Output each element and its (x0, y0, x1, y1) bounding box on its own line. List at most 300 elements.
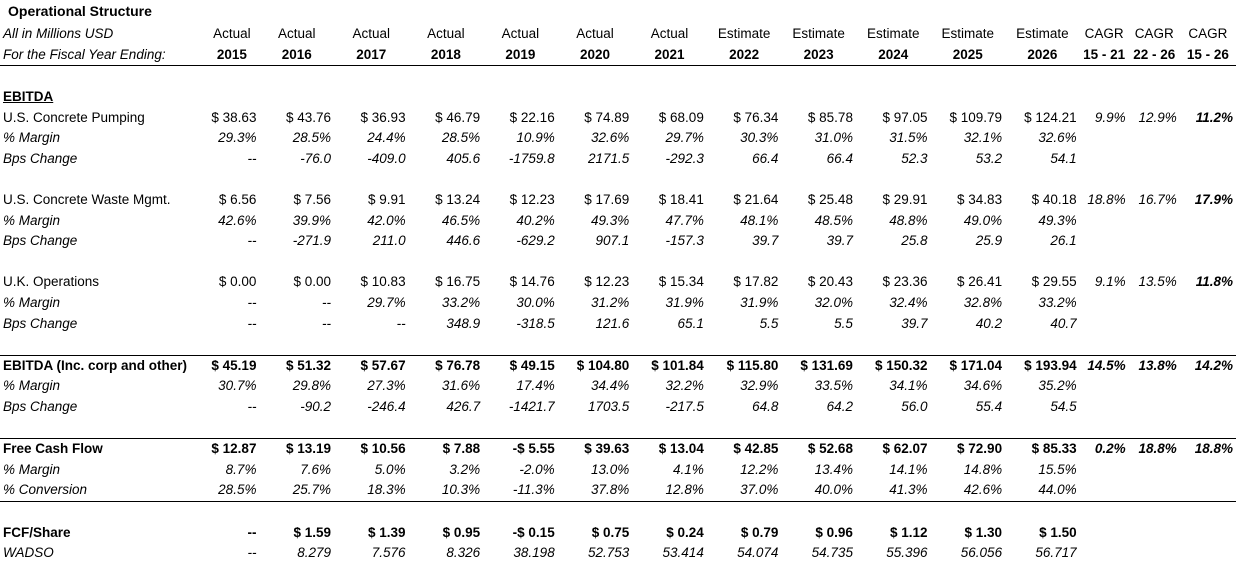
value-cell: 25.7% (292, 482, 332, 498)
value-cell: 30.0% (516, 295, 555, 311)
value-cell: 7.576 (371, 545, 406, 561)
value-cell: 40.2% (516, 212, 555, 228)
value-cell: 64.2 (826, 398, 853, 414)
value-cell: -- (247, 150, 257, 166)
empty-cell (632, 87, 707, 108)
column-year-header: 2025 (931, 45, 1006, 66)
margin-row (0, 128, 1236, 149)
value-cell: 5.0% (374, 461, 406, 477)
value-cell: 46.5% (441, 212, 481, 228)
value-cell: 7.6% (300, 461, 332, 477)
header-label: For the Fiscal Year Ending: (0, 45, 204, 66)
value-cell: 34.6% (963, 378, 1003, 394)
value-cell: 14.1% (889, 461, 928, 477)
value-cell: -90.2 (300, 398, 332, 414)
value-cell: $ 51.32 (259, 355, 334, 376)
row-label: Bps Change (3, 398, 78, 414)
value-cell: $ 150.32 (856, 355, 931, 376)
empty-cell (1129, 252, 1180, 273)
value-cell: 39.7 (752, 233, 779, 249)
column-type-header: Estimate (792, 26, 845, 42)
value-cell: 40.2 (975, 315, 1003, 331)
empty-cell (334, 334, 409, 355)
value-cell: $ 34.83 (957, 192, 1003, 208)
empty-cell (1005, 334, 1080, 355)
empty-cell (259, 252, 334, 273)
cagr-cell: 11.8% (1195, 274, 1233, 290)
value-cell: -- (247, 545, 257, 561)
column-year-header: 2023 (781, 45, 856, 66)
empty-cell (409, 417, 484, 438)
cagr-type-header: CAGR (1188, 26, 1228, 42)
cagr-cell: 13.5% (1138, 274, 1177, 290)
header-row-year (0, 45, 1236, 66)
empty-cell (259, 417, 334, 438)
value-cell: 49.0% (963, 212, 1003, 228)
value-cell: 15.5% (1038, 461, 1077, 477)
value-cell: 31.2% (590, 295, 630, 311)
value-cell: -246.4 (367, 398, 406, 414)
value-cell: 54.735 (811, 545, 853, 561)
value-cell: 39.7 (826, 233, 853, 249)
empty-cell (334, 501, 409, 522)
margin-row (0, 210, 1236, 231)
value-cell: $ 46.79 (435, 109, 481, 125)
spacer-row (0, 501, 1236, 522)
cagr-cell: 17.9% (1194, 192, 1233, 208)
empty-cell (1080, 397, 1129, 418)
empty-cell (1129, 149, 1180, 170)
empty-cell (1080, 231, 1129, 252)
empty-cell (1180, 313, 1236, 334)
empty-cell (1005, 417, 1080, 438)
empty-cell (558, 66, 633, 87)
value-cell: 56.056 (960, 545, 1003, 561)
cagr-cell: 9.1% (1094, 274, 1126, 290)
empty-cell (707, 417, 782, 438)
empty-cell (483, 169, 558, 190)
empty-cell (1129, 501, 1180, 522)
value-cell: 53.2 (975, 150, 1003, 166)
empty-cell (1180, 459, 1236, 480)
value-cell: 39.7 (901, 315, 928, 331)
value-cell: $ 1.30 (964, 524, 1003, 540)
empty-cell (781, 169, 856, 190)
value-cell: 40.7 (1050, 315, 1077, 331)
empty-cell (632, 417, 707, 438)
value-cell: 3.2% (449, 461, 481, 477)
value-cell: 48.5% (814, 212, 853, 228)
value-cell: $ 57.67 (334, 355, 409, 376)
row-label: % Conversion (3, 482, 88, 498)
empty-cell (1080, 293, 1129, 314)
value-cell: 55.4 (975, 398, 1003, 414)
value-cell: 41.3% (889, 482, 928, 498)
empty-cell (0, 501, 204, 522)
row-label: Bps Change (3, 233, 78, 249)
empty-cell (259, 501, 334, 522)
empty-cell (1080, 169, 1129, 190)
empty-cell (856, 169, 931, 190)
value-cell: $ 115.80 (707, 355, 782, 376)
value-cell: $ 0.75 (591, 524, 630, 540)
value-cell: $ 104.80 (558, 355, 633, 376)
empty-cell (931, 169, 1006, 190)
empty-cell (1005, 66, 1080, 87)
value-cell: -271.9 (292, 233, 332, 249)
value-cell: 405.6 (446, 150, 481, 166)
empty-cell (409, 334, 484, 355)
value-cell: 65.1 (677, 315, 704, 331)
value-cell: 29.7% (367, 295, 406, 311)
empty-cell (0, 169, 204, 190)
value-cell: $ 12.87 (204, 438, 259, 459)
cagr-cell: 14.2% (1180, 355, 1236, 376)
value-cell: 1703.5 (587, 398, 630, 414)
empty-cell (781, 334, 856, 355)
empty-cell (1180, 480, 1236, 501)
empty-cell (1180, 169, 1236, 190)
empty-cell (1180, 543, 1236, 564)
empty-cell (632, 252, 707, 273)
column-type-header: Actual (213, 26, 251, 42)
empty-cell (1180, 128, 1236, 149)
value-cell: $ 18.41 (658, 192, 704, 208)
value-cell: $ 6.56 (218, 192, 257, 208)
value-cell: $ 10.83 (360, 274, 406, 290)
column-type-header: Actual (501, 26, 540, 42)
spacer-row (0, 169, 1236, 190)
empty-cell (409, 252, 484, 273)
value-cell: 32.4% (889, 295, 928, 311)
empty-cell (1080, 417, 1129, 438)
value-cell: 31.9% (740, 295, 779, 311)
value-cell: 66.4 (752, 150, 779, 166)
row-label: % Margin (3, 378, 61, 394)
empty-cell (1129, 543, 1180, 564)
empty-cell (1129, 313, 1180, 334)
value-cell: 34.1% (889, 378, 928, 394)
value-cell: $ 76.34 (733, 109, 779, 125)
header-row-type (0, 24, 1236, 45)
bps-row (0, 313, 1236, 334)
column-year-header: 2016 (259, 45, 334, 66)
value-cell: 66.4 (826, 150, 853, 166)
empty-cell (707, 252, 782, 273)
empty-cell (1080, 87, 1129, 108)
value-cell: 29.3% (218, 130, 257, 146)
value-cell: 10.9% (516, 130, 555, 146)
empty-cell (781, 252, 856, 273)
empty-cell (1080, 480, 1129, 501)
empty-cell (558, 252, 633, 273)
cagr-range-header: 22 - 26 (1129, 45, 1180, 66)
value-cell: 24.4% (367, 130, 406, 146)
cagr-cell: 12.9% (1138, 109, 1177, 125)
cagr-cell: 16.7% (1138, 192, 1177, 208)
empty-cell (856, 252, 931, 273)
value-cell: 12.2% (740, 461, 779, 477)
empty-cell (259, 66, 334, 87)
value-row (0, 438, 1236, 459)
empty-cell (204, 66, 259, 87)
row-label: % Margin (3, 130, 61, 146)
cagr-type-header: CAGR (1134, 26, 1174, 42)
empty-cell (204, 334, 259, 355)
value-cell: 5.5 (759, 315, 779, 331)
empty-cell (1129, 522, 1180, 543)
value-cell: $ 85.78 (807, 109, 853, 125)
empty-cell (1180, 231, 1236, 252)
value-cell: 52.3 (901, 150, 928, 166)
value-cell: 13.4% (814, 461, 853, 477)
value-cell: 8.279 (297, 545, 332, 561)
empty-cell (931, 252, 1006, 273)
cagr-range-header: 15 - 21 (1080, 45, 1129, 66)
value-cell: $ 17.69 (584, 192, 630, 208)
cagr-cell: 0.2% (1080, 438, 1129, 459)
empty-cell (781, 501, 856, 522)
value-cell: $ 20.43 (807, 274, 853, 290)
column-year-header: 2017 (334, 45, 409, 66)
value-cell: 31.0% (814, 130, 853, 146)
empty-cell (856, 66, 931, 87)
value-cell: 31.5% (889, 130, 928, 146)
value-cell: $ 36.93 (360, 109, 406, 125)
value-cell: -- (247, 524, 257, 540)
empty-cell (409, 501, 484, 522)
empty-cell (931, 501, 1006, 522)
empty-cell (483, 417, 558, 438)
spacer-row (0, 417, 1236, 438)
value-cell: 348.9 (446, 315, 481, 331)
empty-cell (259, 87, 334, 108)
row-label: U.S. Concrete Waste Mgmt. (3, 192, 171, 208)
empty-cell (1129, 210, 1180, 231)
value-cell: $ 25.48 (807, 192, 853, 208)
empty-cell (1129, 417, 1180, 438)
value-cell: 33.2% (1038, 295, 1077, 311)
empty-cell (707, 501, 782, 522)
empty-cell (931, 87, 1006, 108)
value-cell: $ 7.56 (293, 192, 332, 208)
value-cell: $ 7.88 (409, 438, 484, 459)
value-cell: $ 72.90 (931, 438, 1006, 459)
wadso-row (0, 543, 1236, 564)
value-cell: 32.6% (1038, 130, 1077, 146)
value-cell: 17.4% (516, 378, 555, 394)
value-cell: -- (247, 315, 257, 331)
margin-row (0, 293, 1236, 314)
empty-cell (1180, 252, 1236, 273)
empty-cell (856, 501, 931, 522)
value-cell: $ 62.07 (856, 438, 931, 459)
value-cell: 121.6 (595, 315, 630, 331)
empty-cell (1129, 376, 1180, 397)
value-row (0, 190, 1236, 211)
value-cell: 31.9% (665, 295, 704, 311)
empty-cell (204, 252, 259, 273)
value-cell: $ 21.64 (733, 192, 779, 208)
value-cell: -- (247, 398, 257, 414)
value-cell: 28.5% (218, 482, 257, 498)
section-heading: EBITDA (3, 89, 54, 105)
value-cell: $ 13.04 (632, 438, 707, 459)
column-type-header: Actual (427, 26, 465, 42)
value-cell: -$ 5.55 (483, 438, 558, 459)
value-cell: 31.6% (441, 378, 481, 394)
value-cell: 27.3% (367, 378, 406, 394)
value-cell: $ 22.16 (509, 109, 555, 125)
value-cell: 32.8% (963, 295, 1003, 311)
value-cell: 33.2% (441, 295, 481, 311)
margin-row (0, 459, 1236, 480)
column-type-header: Actual (576, 26, 614, 42)
cagr-cell: 18.8% (1087, 192, 1126, 208)
empty-cell (409, 66, 484, 87)
empty-cell (558, 501, 633, 522)
value-cell: 18.3% (367, 482, 406, 498)
value-cell: -- (247, 295, 257, 311)
value-cell: $ 0.00 (293, 274, 332, 290)
empty-cell (1080, 334, 1129, 355)
spacer-row (0, 334, 1236, 355)
empty-cell (1080, 501, 1129, 522)
empty-cell (931, 66, 1006, 87)
value-cell: $ 13.24 (435, 192, 481, 208)
section-heading-row (0, 87, 1236, 108)
column-year-header: 2019 (483, 45, 558, 66)
row-label: WADSO (3, 545, 54, 561)
value-cell: 54.074 (737, 545, 779, 561)
cagr-cell: 11.2% (1195, 109, 1233, 125)
value-cell: $ 45.19 (204, 355, 259, 376)
value-cell: -157.3 (665, 233, 704, 249)
empty-cell (334, 87, 409, 108)
value-cell: 48.1% (740, 212, 779, 228)
empty-cell (1180, 210, 1236, 231)
empty-cell (856, 417, 931, 438)
empty-cell (1129, 334, 1180, 355)
value-cell: $ 12.23 (584, 274, 630, 290)
empty-cell (483, 334, 558, 355)
value-cell: 32.9% (740, 378, 779, 394)
value-cell: $ 15.34 (658, 274, 704, 290)
column-type-header: Estimate (1016, 26, 1069, 42)
column-year-header: 2018 (409, 45, 484, 66)
column-year-header: 2024 (856, 45, 931, 66)
empty-cell (1180, 334, 1236, 355)
value-cell: 8.7% (225, 461, 257, 477)
empty-cell (483, 87, 558, 108)
value-cell: $ 10.56 (334, 438, 409, 459)
cagr-cell: 14.5% (1080, 355, 1129, 376)
empty-cell (204, 417, 259, 438)
empty-cell (781, 87, 856, 108)
value-cell: 29.8% (292, 378, 332, 394)
cagr-cell: 18.8% (1129, 438, 1180, 459)
value-cell: $ 26.41 (957, 274, 1003, 290)
value-cell: 28.5% (292, 130, 332, 146)
value-cell: 44.0% (1038, 482, 1077, 498)
empty-cell (558, 334, 633, 355)
empty-cell (334, 66, 409, 87)
empty-cell (1129, 231, 1180, 252)
value-cell: 30.7% (218, 378, 257, 394)
row-label: FCF/Share (3, 524, 71, 540)
value-cell: 33.5% (814, 378, 853, 394)
value-cell: $ 1.50 (1039, 524, 1077, 540)
row-label: Bps Change (3, 315, 78, 331)
value-cell: $ 131.69 (781, 355, 856, 376)
empty-cell (1180, 149, 1236, 170)
value-cell: 54.1 (1050, 150, 1077, 166)
empty-cell (1180, 501, 1236, 522)
value-cell: 32.0% (814, 295, 853, 311)
empty-cell (1080, 543, 1129, 564)
empty-cell (1180, 417, 1236, 438)
value-cell: 25.8 (901, 233, 928, 249)
empty-cell (632, 169, 707, 190)
header-label: All in Millions USD (3, 26, 114, 42)
column-type-header: Estimate (941, 26, 995, 42)
empty-cell (259, 334, 334, 355)
value-cell: $ 0.24 (666, 524, 704, 540)
value-cell: $ 0.96 (815, 524, 853, 540)
value-cell: $ 109.79 (949, 109, 1003, 125)
value-cell: -318.5 (516, 315, 555, 331)
value-cell: 14.8% (963, 461, 1003, 477)
value-cell: 29.7% (665, 130, 704, 146)
fcf-per-share-row (0, 522, 1236, 543)
empty-cell (1005, 87, 1080, 108)
value-cell: $ 1.12 (889, 524, 928, 540)
value-cell: -292.3 (665, 150, 704, 166)
value-cell: 10.3% (441, 482, 481, 498)
empty-cell (558, 417, 633, 438)
empty-cell (632, 334, 707, 355)
empty-cell (334, 169, 409, 190)
value-cell: $ 97.05 (882, 109, 928, 125)
empty-cell (483, 501, 558, 522)
value-cell: 32.2% (665, 378, 704, 394)
bps-row (0, 397, 1236, 418)
empty-cell (781, 66, 856, 87)
value-cell: $ 13.19 (259, 438, 334, 459)
column-type-header: Estimate (717, 26, 771, 42)
empty-cell (1080, 313, 1129, 334)
value-cell: 4.1% (673, 461, 704, 477)
value-cell: 56.717 (1035, 545, 1077, 561)
column-year-header: 2026 (1005, 45, 1080, 66)
empty-cell (1129, 169, 1180, 190)
value-cell: $ 76.78 (409, 355, 484, 376)
value-cell: -- (322, 295, 332, 311)
value-cell: 64.8 (752, 398, 779, 414)
empty-cell (334, 252, 409, 273)
empty-cell (1180, 522, 1236, 543)
row-label: Free Cash Flow (0, 438, 204, 459)
empty-cell (0, 334, 204, 355)
cagr-cell: 18.8% (1180, 438, 1236, 459)
value-cell: 47.7% (665, 212, 704, 228)
empty-cell (1005, 252, 1080, 273)
value-cell: $ 74.89 (584, 109, 630, 125)
value-cell: 40.0% (814, 482, 853, 498)
column-type-header: Actual (277, 26, 316, 42)
value-cell: 32.6% (590, 130, 630, 146)
column-year-header: 2021 (632, 45, 707, 66)
